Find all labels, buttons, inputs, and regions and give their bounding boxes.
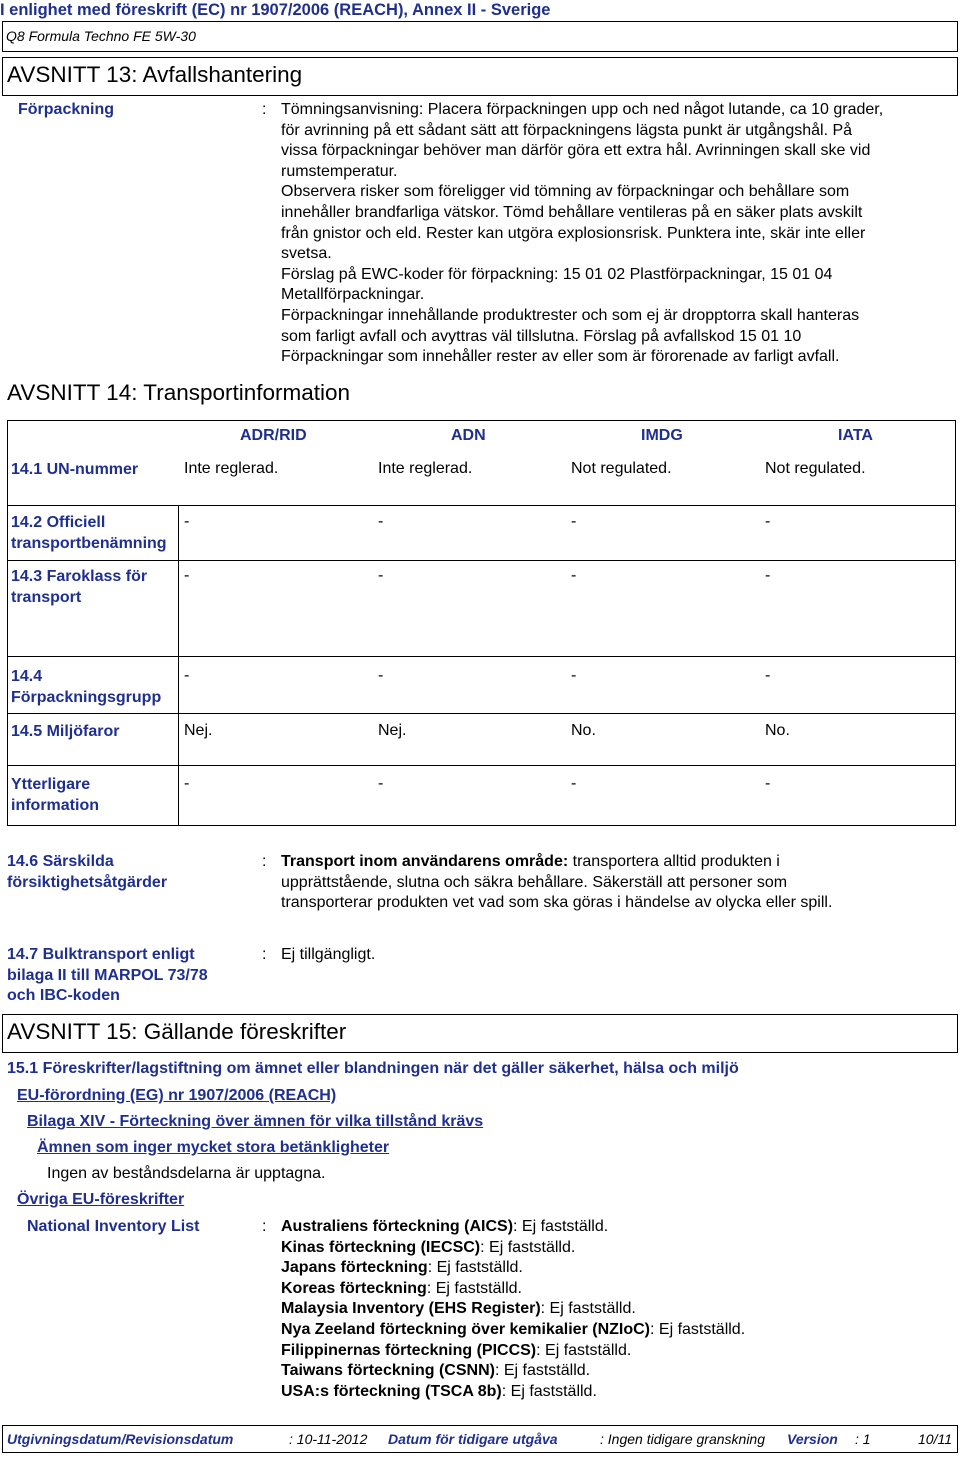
bulk-transport-value: Ej tillgängligt. bbox=[281, 946, 376, 963]
eu-regulation-heading: EU-förordning (EG) nr 1907/2006 (REACH) bbox=[17, 1087, 337, 1104]
inventory-name: Taiwans förteckning (CSNN) bbox=[281, 1362, 495, 1380]
packaging-line: innehåller brandfarliga vätskor. Tömd behållare ventileras på en säker plats avskilt bbox=[281, 203, 863, 221]
table-cell: - bbox=[378, 775, 384, 792]
inventory-name: Malaysia Inventory (EHS Register) bbox=[281, 1300, 541, 1318]
packaging-line: Metallförpackningar. bbox=[281, 286, 425, 304]
packaging-line: Observera risker som föreligger vid tömning av förpackningar och behållare som bbox=[281, 183, 850, 201]
table-row-divider bbox=[7, 765, 956, 766]
label-line: och IBC-koden bbox=[7, 987, 120, 1005]
table-column-divider bbox=[178, 505, 179, 825]
inventory-item bbox=[281, 1258, 745, 1279]
national-inventory-colon: : bbox=[262, 1218, 267, 1235]
inventory-status: : Ej fastställd. bbox=[540, 1300, 636, 1318]
packaging-line: Förpackningar som innehåller rester av eller som är förorenade av farligt avfall. bbox=[281, 348, 840, 366]
inventory-item bbox=[281, 1341, 745, 1362]
table-cell: - bbox=[765, 513, 771, 530]
footer-page-number: 10/11 bbox=[918, 1431, 952, 1447]
row-label-line: 14.4 bbox=[11, 668, 43, 685]
special-precautions-colon: : bbox=[262, 853, 267, 870]
column-header-adn: ADN bbox=[451, 427, 486, 444]
row-label-line: information bbox=[11, 796, 99, 814]
packaging-line: svetsa. bbox=[281, 245, 332, 263]
table-row-divider bbox=[7, 713, 956, 714]
inventory-name: Kinas förteckning (IECSC) bbox=[281, 1238, 481, 1256]
other-eu-heading: Övriga EU-föreskrifter bbox=[17, 1191, 185, 1208]
inventory-status: : Ej fastställd. bbox=[650, 1320, 746, 1338]
inventory-item bbox=[281, 1361, 745, 1382]
table-cell: Inte reglerad. bbox=[378, 460, 473, 477]
label-line: bilaga II till MARPOL 73/78 bbox=[7, 966, 208, 984]
table-cell: - bbox=[378, 567, 384, 584]
inventory-item bbox=[281, 1217, 745, 1238]
table-cell: Not regulated. bbox=[765, 460, 866, 477]
table-cell: - bbox=[184, 775, 190, 792]
section-14-title: AVSNITT 14: Transportinformation bbox=[7, 380, 351, 405]
row-label-line: 14.3 Faroklass för bbox=[11, 568, 148, 585]
table-cell: - bbox=[765, 667, 771, 684]
annex-xiv-heading: Bilaga XIV - Förteckning över ämnen för vilka tillstånd krävs bbox=[27, 1113, 484, 1130]
inventory-status: : Ej fastställd. bbox=[427, 1259, 523, 1277]
inventory-name: Koreas förteckning bbox=[281, 1279, 427, 1297]
special-precautions-label bbox=[7, 852, 167, 893]
table-cell: - bbox=[571, 667, 577, 684]
inventory-item bbox=[281, 1320, 745, 1341]
footer-previous-value: : Ingen tidigare granskning bbox=[600, 1431, 765, 1447]
footer-previous-label: Datum för tidigare utgåva bbox=[388, 1431, 558, 1447]
footer-issue-label: Utgivningsdatum/Revisionsdatum bbox=[7, 1431, 234, 1447]
column-header-iata: IATA bbox=[838, 427, 873, 444]
svhc-heading: Ämnen som inger mycket stora betänkligheter bbox=[37, 1139, 390, 1156]
product-name: Q8 Formula Techno FE 5W-30 bbox=[6, 28, 196, 44]
table-cell: Not regulated. bbox=[571, 460, 672, 477]
svhc-none-text: Ingen av beståndsdelarna är upptagna. bbox=[47, 1165, 326, 1182]
table-cell: - bbox=[184, 667, 190, 684]
table-cell: - bbox=[184, 513, 190, 530]
packaging-line: som farligt avfall och avyttras väl tillslutna. Förslag på avfallskod 15 01 10 bbox=[281, 327, 802, 345]
inventory-item bbox=[281, 1299, 745, 1320]
table-border-bottom bbox=[7, 825, 956, 826]
special-precautions-line: transporterar produkten vet vad som ska göras i händelse av olycka eller spill. bbox=[281, 894, 833, 912]
table-cell: Nej. bbox=[184, 722, 213, 739]
inventory-name: USA:s förteckning (TSCA 8b) bbox=[281, 1382, 502, 1400]
bulk-transport-colon: : bbox=[262, 946, 267, 963]
row-label-un-number: 14.1 UN-nummer bbox=[11, 461, 139, 478]
table-border-top bbox=[7, 420, 956, 421]
table-row-divider bbox=[7, 560, 956, 561]
footer-version-label: Version bbox=[787, 1431, 838, 1447]
row-label-packing-group bbox=[11, 667, 161, 708]
special-precautions-text bbox=[281, 852, 956, 914]
row-label-environmental-hazards: 14.5 Miljöfaror bbox=[11, 723, 120, 740]
table-cell: - bbox=[378, 513, 384, 530]
row-label-additional-info bbox=[11, 775, 99, 816]
table-cell: Nej. bbox=[378, 722, 407, 739]
table-cell: No. bbox=[571, 722, 596, 739]
inventory-name: Japans förteckning bbox=[281, 1259, 428, 1277]
packaging-line: rumstemperatur. bbox=[281, 162, 398, 180]
table-row-divider bbox=[7, 505, 956, 506]
table-cell: - bbox=[571, 513, 577, 530]
row-label-hazard-class bbox=[11, 567, 147, 608]
label-line: 14.6 Särskilda bbox=[7, 853, 114, 870]
inventory-name: Nya Zeeland förteckning över kemikalier (NZIoC) bbox=[281, 1320, 650, 1338]
special-precautions-lead: Transport inom användarens område: bbox=[281, 853, 569, 870]
packaging-line: Förslag på EWC-koder för förpackning: 15 01 02 Plastförpackningar, 15 01 04 bbox=[281, 265, 833, 283]
packaging-text bbox=[281, 100, 956, 368]
packaging-line: Tömningsanvisning: Placera förpackningen upp och ned något lutande, ca 10 grader, bbox=[281, 101, 884, 118]
national-inventory-label: National Inventory List bbox=[27, 1218, 200, 1235]
packaging-line: för avrinning på ett sådant sätt att förpackningens lägsta punkt är utgångshål. På bbox=[281, 121, 853, 139]
section-15-title: AVSNITT 15: Gällande föreskrifter bbox=[7, 1019, 347, 1044]
packaging-line: från gnistor och eld. Rester kan utgöra explosionsrisk. Punktera inte, skär inte eller bbox=[281, 224, 866, 242]
row-label-line: transportbenämning bbox=[11, 534, 167, 552]
table-cell: - bbox=[765, 567, 771, 584]
footer-version-value: : 1 bbox=[855, 1431, 871, 1447]
bulk-transport-label bbox=[7, 945, 208, 1007]
inventory-name: Australiens förteckning (AICS) bbox=[281, 1218, 514, 1235]
row-label-shipping-name bbox=[11, 513, 167, 554]
table-cell: No. bbox=[765, 722, 790, 739]
table-row-divider bbox=[7, 656, 956, 657]
inventory-item bbox=[281, 1238, 745, 1259]
section-13-title: AVSNITT 13: Avfallshantering bbox=[7, 62, 303, 87]
packaging-line: Förpackningar innehållande produktrester och som ej är dropptorra skall hanteras bbox=[281, 306, 860, 324]
inventory-status: : Ej fastställd. bbox=[501, 1382, 597, 1400]
special-precautions-line: upprättstående, slutna och säkra behållare. Säkerställ att personer som bbox=[281, 873, 788, 891]
row-label-line: 14.2 Officiell bbox=[11, 514, 106, 531]
footer-issue-value: : 10-11-2012 bbox=[289, 1431, 368, 1447]
document-title: I enlighet med föreskrift (EC) nr 1907/2006 (REACH), Annex II - Sverige bbox=[0, 1, 551, 19]
table-cell: Inte reglerad. bbox=[184, 460, 279, 477]
table-cell: - bbox=[571, 567, 577, 584]
subsection-15-1-title: 15.1 Föreskrifter/lagstiftning om ämnet eller blandningen när det gäller säkerhet, hälsa och miljö bbox=[7, 1060, 739, 1077]
inventory-status: : Ej fastställd. bbox=[480, 1238, 576, 1256]
packaging-colon: : bbox=[262, 101, 267, 118]
inventory-list bbox=[281, 1217, 745, 1402]
column-header-adr-rid: ADR/RID bbox=[240, 427, 307, 444]
table-cell: - bbox=[765, 775, 771, 792]
label-line: 14.7 Bulktransport enligt bbox=[7, 946, 195, 963]
inventory-item bbox=[281, 1279, 745, 1300]
table-cell: - bbox=[184, 567, 190, 584]
inventory-name: Filippinernas förteckning (PICCS) bbox=[281, 1341, 537, 1359]
inventory-status: : Ej fastställd. bbox=[536, 1341, 632, 1359]
table-cell: - bbox=[378, 667, 384, 684]
inventory-item bbox=[281, 1382, 745, 1403]
column-header-imdg: IMDG bbox=[641, 427, 683, 444]
special-precautions-line: transportera alltid produkten i bbox=[568, 853, 780, 870]
row-label-line: transport bbox=[11, 588, 82, 606]
packaging-line: vissa förpackningar behöver man därför göra ett extra hål. Avrinningen skall ske vid bbox=[281, 142, 871, 160]
row-label-line: Ytterligare bbox=[11, 776, 91, 793]
table-cell: - bbox=[571, 775, 577, 792]
inventory-status: : Ej fastställd. bbox=[426, 1279, 522, 1297]
packaging-label: Förpackning bbox=[18, 101, 115, 118]
inventory-status: : Ej fastställd. bbox=[494, 1362, 591, 1380]
row-label-line: Förpackningsgrupp bbox=[11, 688, 162, 706]
label-line: försiktighetsåtgärder bbox=[7, 873, 168, 891]
inventory-status: : Ej fastställd. bbox=[513, 1218, 609, 1235]
